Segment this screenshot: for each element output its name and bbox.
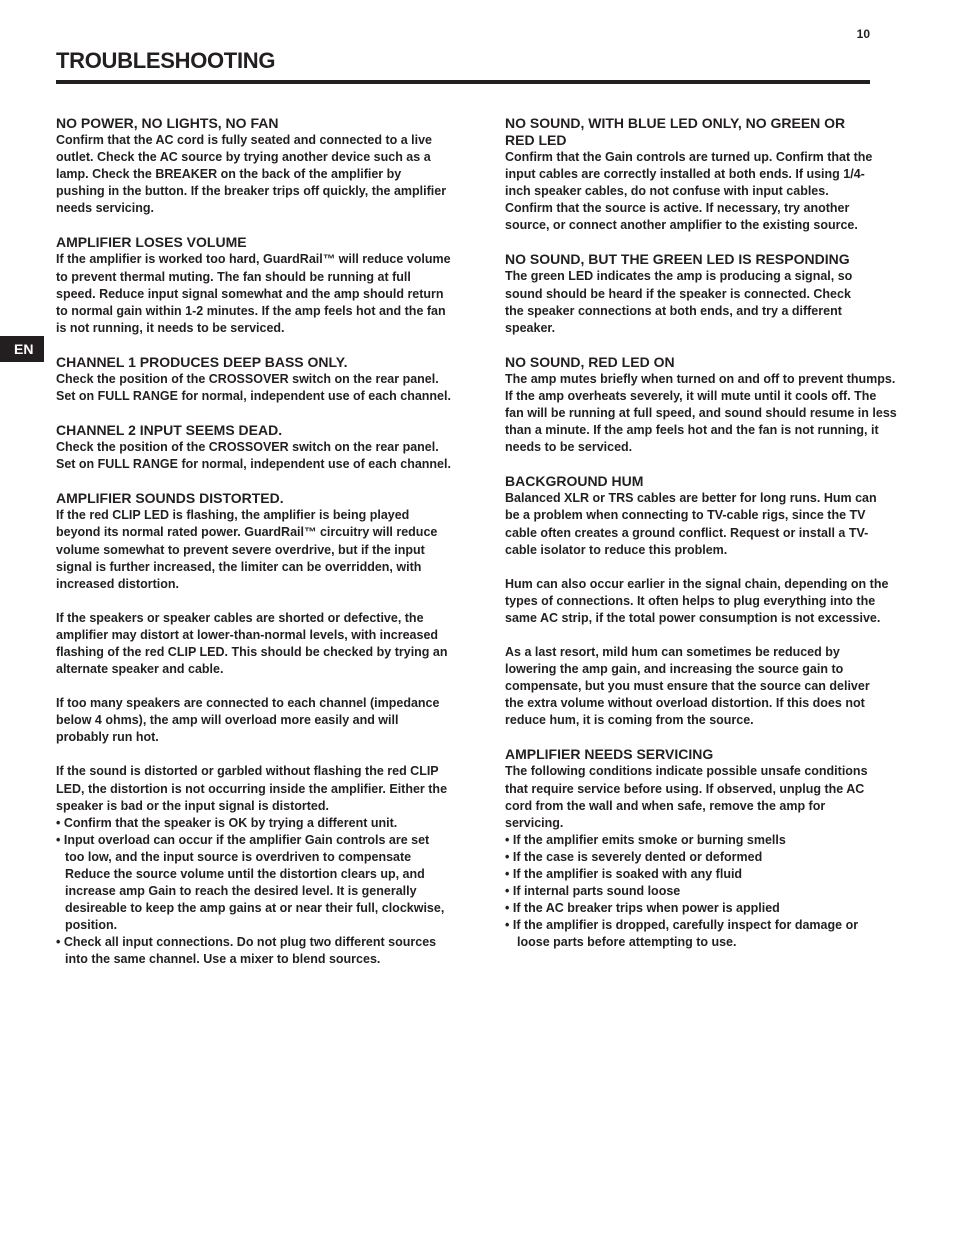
section-paragraph: The amp mutes briefly when turned on and off to prevent thumps. If the amp overheats severely, it will mute until it cools off. The fan will be running at full speed, and sound should resume in less than a minute. If the amp feels hot and the fan is not running, it needs to be serviced.: [505, 371, 897, 455]
section-green-led-responding: [505, 251, 905, 336]
section-heading: CHANNEL 1 PRODUCES DEEP BASS ONLY.: [56, 353, 348, 370]
section-heading: NO POWER, NO LIGHTS, NO FAN: [56, 115, 279, 131]
section-paragraph: If the speakers or speaker cables are shorted or defective, the amplifier may distort at lower-than-normal levels, with increased flashing of the red CLIP LED. This should be checked by trying an alternate speaker and cable.: [56, 610, 448, 677]
section-paragraph: If the red CLIP LED is flashing, the amplifier is being played beyond its normal rated power. GuardRail™ circuitry will reduce volume somewhat to prevent severe overdrive, but if the input signal is further increased, the limiter can be overridden, with increased distortion.: [56, 508, 438, 591]
section-channel-1-bass: [56, 354, 451, 405]
title-rule: [56, 80, 870, 84]
section-distorted: [56, 490, 451, 968]
section-paragraph: Check the position of the CROSSOVER switch on the rear panel. Set on FULL RANGE for normal, independent use of each channel.: [56, 440, 451, 472]
left-column: [56, 115, 451, 986]
section-heading: BACKGROUND HUM: [505, 473, 644, 490]
list-item: • Input overload can occur if the amplifier Gain controls are set too low, and the input source is overdriven to compensate Reduce the source volume until the distortion clears up, and increase amp Gain to reach the desired level. It is generally desireable to keep the amp gains at or near their full, clockwise, position.: [56, 832, 445, 933]
section-background-hum: [505, 473, 905, 729]
section-paragraph: Hum can also occur earlier in the signal chain, depending on the types of connections. It often helps to plug everything into the same AC strip, if the total power consumption is not excessive.: [505, 576, 889, 625]
section-heading: AMPLIFIER SOUNDS DISTORTED.: [56, 490, 284, 507]
section-needs-servicing: [505, 746, 905, 951]
section-heading: CHANNEL 2 INPUT SEEMS DEAD.: [56, 422, 283, 439]
section-lead: The following conditions indicate possible unsafe conditions that require service before using. If observed, unplug the AC cord from the wall and when safe, remove the amp for servicing.: [505, 764, 868, 830]
section-no-power: [56, 115, 451, 217]
page-number: 10: [856, 27, 870, 41]
section-heading: NO SOUND, WITH BLUE LED ONLY, NO GREEN OR RED LED: [505, 115, 846, 148]
section-heading: NO SOUND, RED LED ON: [505, 353, 675, 370]
section-heading: AMPLIFIER LOSES VOLUME: [56, 234, 247, 251]
section-paragraph: If too many speakers are connected to each channel (impedance below 4 ohms), the amp will overload more easily and will probably run hot.: [56, 696, 440, 745]
section-paragraph: Balanced XLR or TRS cables are better for long runs. Hum can be a problem when connecting to TV-cable rigs, since the TV cable often creates a ground conflict. Request or install a TV-cable isolator to reduce this problem.: [505, 491, 877, 557]
list-item: • If the amplifier is soaked with any fluid: [505, 867, 743, 881]
section-loses-volume: [56, 234, 451, 336]
language-tab: EN: [0, 336, 44, 362]
list-item: • Confirm that the speaker is OK by trying a different unit.: [56, 815, 398, 830]
section-heading: NO SOUND, BUT THE GREEN LED IS RESPONDING: [505, 251, 850, 268]
section-lead: If the sound is distorted or garbled without flashing the red CLIP LED, the distortion is not occurring inside the amplifier. Either the speaker is bad or the input signal is distorted.: [56, 764, 448, 813]
list-item: • If internal parts sound loose: [505, 884, 681, 899]
right-column: [505, 115, 905, 968]
list-item: • Check all input connections. Do not plug two different sources into the same channel. Use a mixer to blend sources.: [56, 935, 437, 967]
page-title: TROUBLESHOOTING: [56, 48, 276, 73]
list-item: • If the case is severely dented or deformed: [505, 849, 763, 864]
bullet-list: [56, 815, 451, 969]
section-paragraph: As a last resort, mild hum can sometimes be reduced by lowering the amp gain, and increasing the source gain to compensate, but you must ensure that the source can deliver the extra volume without overload distortion. If this does not reduce hum, it is coming from the source.: [505, 644, 870, 728]
bullet-list: [505, 832, 880, 952]
section-red-led-on: [505, 354, 905, 456]
section-heading: AMPLIFIER NEEDS SERVICING: [505, 746, 714, 763]
section-paragraph: Check the position of the CROSSOVER switch on the rear panel. Set on FULL RANGE for normal, independent use of each channel.: [56, 371, 451, 404]
section-channel-2-dead: [56, 422, 451, 473]
list-item: • If the amplifier emits smoke or burning smells: [505, 832, 786, 847]
list-item: • If the AC breaker trips when power is applied: [505, 901, 780, 916]
section-paragraph: Confirm that the Gain controls are turned up. Confirm that the input cables are correctly installed at both ends. If using 1/4-inch speaker cables, do not confuse with input cables. Confirm that the source is active. If necessary, try another source, or connect another amplifier to the existing source.: [505, 150, 873, 233]
list-item: • If the amplifier is dropped, carefully inspect for damage or loose parts before attempting to use.: [505, 918, 859, 950]
section-paragraph: The green LED indicates the amp is producing a signal, so sound should be heard if the speaker is connected. Check the speaker connections at both ends, and try a different speaker.: [505, 269, 853, 335]
section-paragraph: Confirm that the AC cord is fully seated and connected to a live outlet. Check the AC source by trying another device such as a lamp. Check the BREAKER on the back of the amplifier by pushing in the button. If the breaker trips off quickly, the amplifier needs servicing.: [56, 133, 447, 216]
section-paragraph: If the amplifier is worked too hard, GuardRail™ will reduce volume to prevent thermal muting. The fan should be running at full speed. Reduce input signal somewhat and the amp should return to normal gain within 1-2 minutes. If the amp feels hot and the fan is not running, it needs to be serviced.: [56, 252, 451, 335]
section-blue-led-only: [505, 115, 905, 234]
